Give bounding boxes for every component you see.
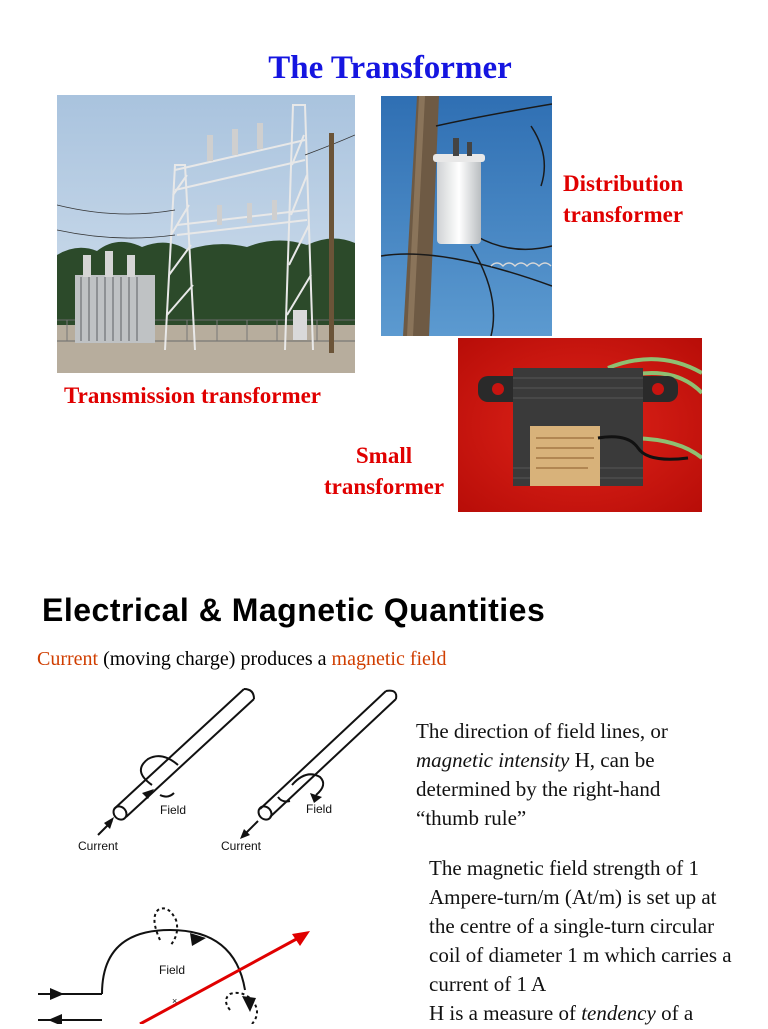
distribution-transformer-label: Distribution transformer	[563, 171, 684, 227]
slide-title: The Transformer	[268, 50, 512, 86]
coil-field-diagram	[30, 900, 330, 1024]
conductor-field-diagram	[70, 685, 410, 860]
transmission-transformer-photo	[57, 95, 355, 373]
field-label-1: Field	[160, 803, 187, 817]
para2-line2-end: of a	[655, 1001, 694, 1025]
para1-part2: H, can be determined by the right-hand “thumb rule”	[416, 748, 661, 830]
small-transformer-label: Small transformer	[323, 443, 445, 499]
tendency-term: tendency	[581, 1001, 656, 1025]
current-term: Current	[37, 648, 99, 670]
magnetic-field-term: magnetic field	[331, 648, 447, 670]
magnetic-intensity-term: magnetic intensity	[416, 748, 570, 772]
current-label-2: Current	[221, 839, 262, 853]
transmission-transformer-label: Transmission transformer	[64, 383, 322, 408]
current-label-1: Current	[78, 839, 119, 853]
field-label-2: Field	[306, 802, 333, 816]
svg-text:×: ×	[172, 996, 178, 1006]
field-strength-paragraph	[429, 854, 734, 1028]
field-label-3: Field	[159, 963, 186, 977]
small-transformer-photo	[458, 338, 702, 512]
para1-part1: The direction of field lines, or	[416, 719, 668, 743]
lead-sentence	[37, 648, 446, 671]
para2-line2-start: H is a measure of	[429, 1001, 582, 1025]
thumb-rule-paragraph	[416, 717, 716, 833]
section-heading: Electrical & Magnetic Quantities	[42, 592, 546, 628]
para2-text: The magnetic field strength of 1 Ampere-turn/m (At/m) is set up at the centre of a single-turn circular coil of diameter 1 m which carries a current of 1 A	[429, 856, 732, 996]
distribution-transformer-photo	[381, 96, 552, 336]
lead-middle: (moving charge) produces a	[98, 648, 332, 670]
